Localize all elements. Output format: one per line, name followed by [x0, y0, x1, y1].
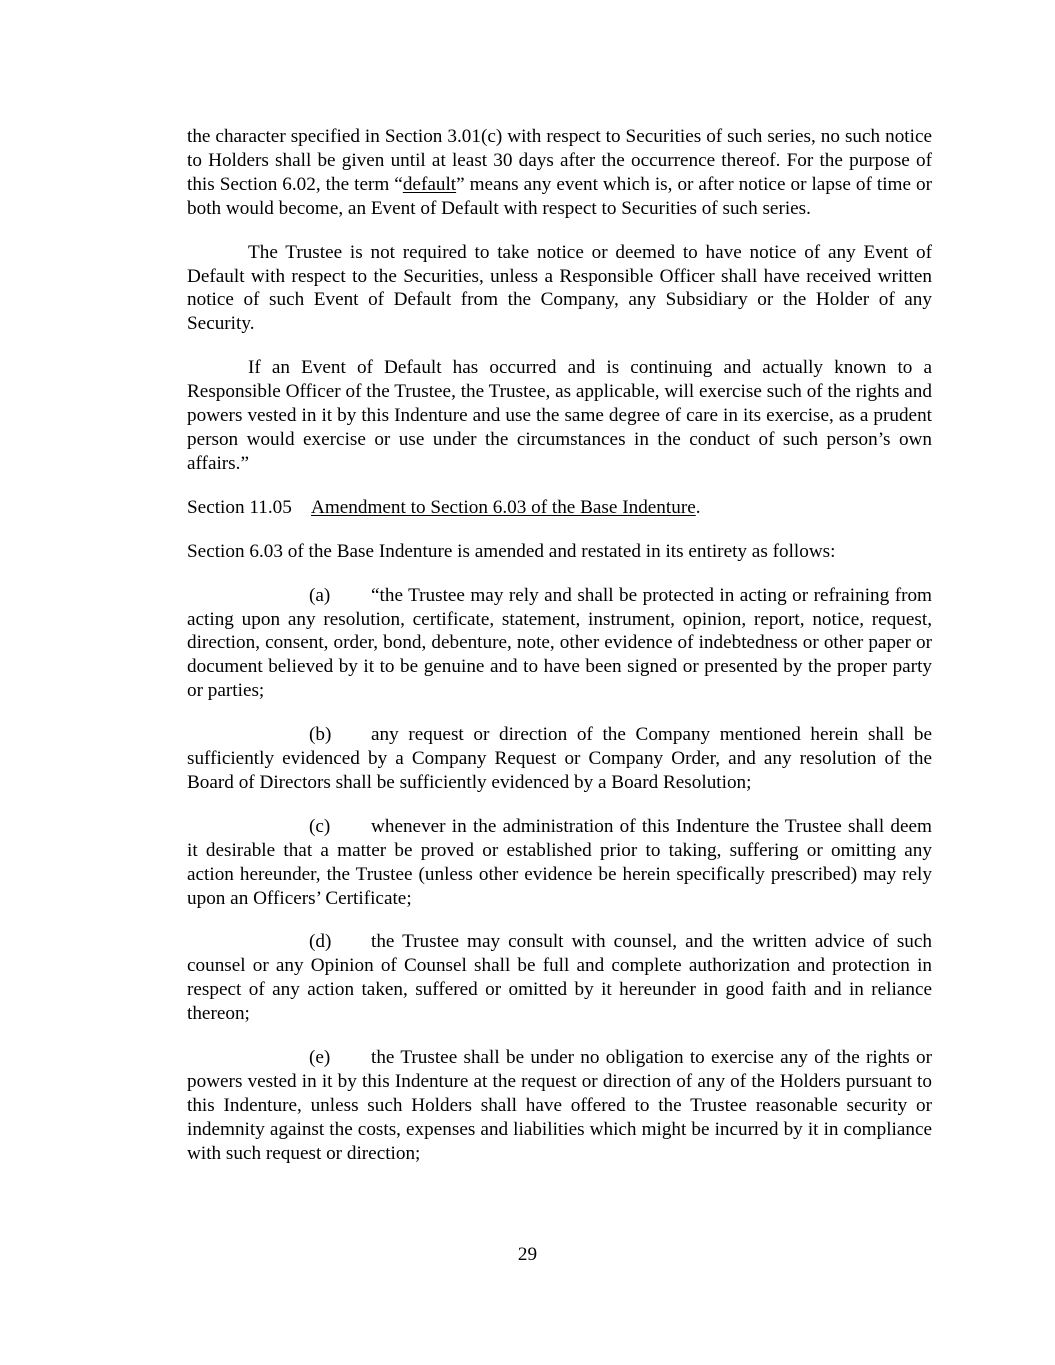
list-item — [187, 584, 932, 704]
section-heading — [187, 496, 932, 520]
paragraph-trustee-notice: The Trustee is not required to take notice or deemed to have notice of any Event of Default with respect to the Securities, unless a Responsible Officer shall have received written notice of such Event of Default from the Company, any Subsidiary or the Holder of any Security. — [187, 241, 932, 335]
list-item-label: (d) — [309, 931, 332, 953]
list-item — [187, 930, 932, 1026]
list-item-label: (b) — [309, 724, 332, 746]
paragraph-event-of-default: If an Event of Default has occurred and is continuing and actually known to a Responsible Officer of the Trustee, the Trustee, as applicable, will exercise such of the rights and powers vested in it by this Indenture and use the same degree of care in its exercise, as a prudent person would exercise or use under the circumstances in the conduct of such person’s own affairs.” — [187, 357, 932, 474]
list-item-label: (c) — [309, 815, 331, 837]
list-item — [187, 1046, 932, 1166]
page-number: 29 — [517, 1244, 538, 1265]
document-page — [187, 125, 932, 1186]
paragraph-text-before: the character specified in Section 3.01(c) with respect to Securities of such series, no such notice to Holders shall be given until at least 30 days after the occurrence thereof. For the purpose of this Section 6.02, the term “ — [187, 126, 932, 195]
list-item-text: the Trustee may consult with counsel, and the written advice of such counsel or any Opinion of Counsel shall be full and complete authorization and protection in respect of any action taken, suffered or omitted by it hereunder in good faith and in reliance thereon; — [187, 931, 932, 1025]
list-item-text: “the Trustee may rely and shall be protected in acting or refraining from acting upon any resolution, certificate, statement, instrument, opinion, report, notice, request, direction, consent, order, bond, debenture, note, other evidence of indebtedness or other paper or document believed by it to be genuine and to have been signed or presented by the proper party or parties; — [187, 584, 932, 702]
list-item-text: the Trustee shall be under no obligation to exercise any of the rights or powers vested in it by this Indenture at the request or direction of any of the Holders pursuant to this Indenture, unless such Holders shall have offered to the Trustee reasonable security or indemnity against the costs, expenses and liabilities which might be incurred by it in compliance with such request or direction; — [187, 1047, 932, 1164]
section-title-period: . — [695, 496, 701, 518]
section-title: Amendment to Section 6.03 of the Base Indenture — [311, 496, 696, 518]
section-number: Section 11.05 — [187, 496, 292, 518]
list-item-text: any request or direction of the Company mentioned herein shall be sufficiently evidenced by a Company Request or Company Order, and any resolution of the Board of Directors shall be sufficiently evidenced by a Board Resolution; — [187, 724, 932, 793]
list-item-label: (a) — [309, 584, 331, 606]
section-intro: Section 6.03 of the Base Indenture is amended and restated in its entirety as follows: — [187, 540, 836, 562]
list-item-label: (e) — [309, 1047, 331, 1069]
list-item — [187, 723, 932, 795]
paragraph-text-after: ” means any event which is, or after notice or lapse of time or both would become, an Event of Default with respect to Securities of such series. — [187, 173, 932, 219]
list-item — [187, 815, 932, 911]
defined-term-default: default — [402, 173, 457, 195]
list-item-text: whenever in the administration of this Indenture the Trustee shall deem it desirable that a matter be proved or established prior to taking, suffering or omitting any action hereunder, the Trustee (unless other evidence be herein specifically prescribed) may rely upon an Officers’ Certificate; — [187, 815, 932, 909]
paragraph-continuation — [187, 125, 932, 221]
